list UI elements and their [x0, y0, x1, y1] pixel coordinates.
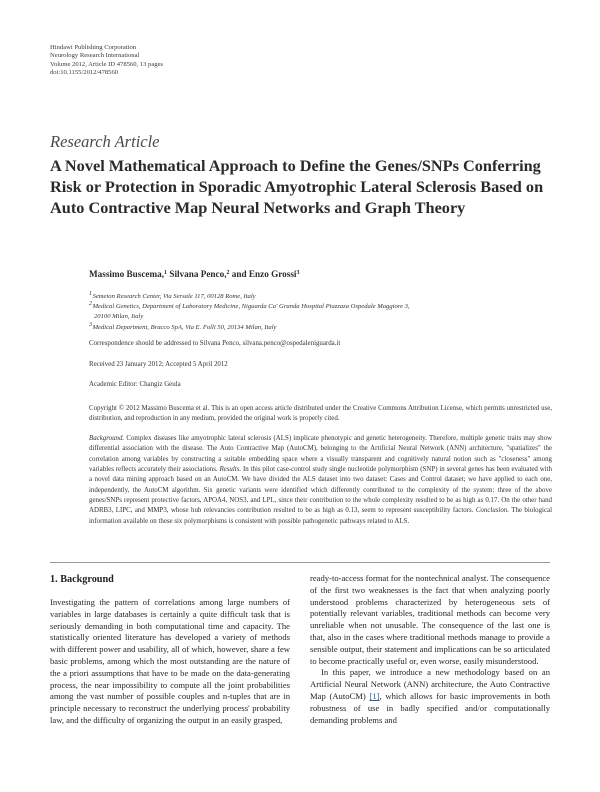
abstract-background-text: Complex diseases like amyotrophic lateral sclerosis (ALS) implicate phenotypic and genetic heterogeneity. Therefore, multiple genetic traits may show differential association with the disease. The Auto Contractive Map (AutoCM), belonging to the Artificial Neural Network (ANN) architecture, "spatializes" the correlation among variables by constructing a suitable embedding space where a visually transparent and cognitively natural notion such as "closeness" among variables reflects accurately their associations.: [89, 435, 552, 474]
body-paragraph: Investigating the pattern of correlations among large numbers of variables in large databases is certainly a quite difficult task that is seriously demanding in both computational time and capacity. The statistically oriented literature has developed a variety of methods with different power and usability, all of which, however, share a few basic problems, among which the most outstanding are the nature of the a priori assumptions that have to be made on the data-generating process, the near impossibility to compute all the joint probabilities among the vast number of possible couples and n-tuples that are in principle necessary to reconstruct the underlying process' probability law, and the difficulty of organizing the output in an easily grasped,: [50, 597, 290, 725]
author-name: and Enzo Grossi: [231, 269, 297, 279]
body-paragraph: In this paper, we introduce a new methodology based on an Artificial Neural Network (ANN) architecture, the Auto Contractive Map (AutoCM) [1], which allows for basic improvements in both robustness of use in badly specified and/or computationally demanding problems and: [310, 667, 550, 725]
affiliation-item: $^2$ Medical Genetics, Department of Laboratory Medicine, Niguarda Ca' Granda Hospital Piazzaza Ospedale Maggiore 3,: [89, 301, 410, 311]
body-paragraph: ready-to-access format for the nontechnical analyst. The consequence of the first two weaknesses is the fact that when analyzing poorly understood problems characterized by heterogeneous sets of potentially relevant variables, traditional methods can become very unreliable when not unusable. The consequence of the last one is that, also in the cases where traditional methods manage to provide a sensible output, their statement and implications can be so articulated to become practically useful or, even worse, easily misunderstood.: [310, 573, 550, 666]
publisher-name: Hindawi Publishing Corporation: [50, 44, 137, 51]
doi: doi:10.1155/2012/478560: [50, 68, 119, 76]
author-affiliation-mark: 2: [226, 270, 230, 276]
journal-name: Neurology Research International: [50, 52, 140, 60]
abstract-conclusion-text: The biological information available on these six polymorphisms is consistent with possible pathogenetic pathways related to ALS.: [89, 507, 552, 525]
paper-title: A Novel Mathematical Approach to Define the Genes/SNPs Conferring Risk or Protection in Sporadic Amyotrophic Lateral Sclerosis Based on Auto Contractive Map Neural Networks and Graph Theory: [50, 156, 544, 217]
author-list: [89, 269, 552, 279]
abstract-results-label: Results.: [219, 466, 242, 474]
author-affiliation-mark: 3: [296, 270, 300, 276]
author-name: Massimo Buscema,: [89, 269, 165, 279]
affiliations: [89, 292, 552, 333]
academic-editor: Academic Editor: Changiz Geula: [89, 381, 181, 388]
affiliation-item-continued: 20100 Milan, Italy: [94, 313, 144, 321]
author-name: Silvana Penco,: [169, 269, 227, 279]
abstract: [89, 434, 552, 527]
section-heading: 1. Background: [50, 574, 114, 585]
article-type: Research Article: [50, 132, 160, 151]
abstract-results-text: In this pilot case-control study single nucleotide polymorphism (SNP) in several genes has been evaluated with a novel data mining approach based on an AutoCM. We have divided the ALS dataset into two dataset: Cases and Control dataset; we have applied to each one, independently, the AutoCM algorithm. Six genetic variants were identified which differently contributed to the complexity of the system: three of the above genes/SNPs represent protective factors, APOA4, NOS3, and LPL, since their contribution to the whole complexity resulted to be as high as 0.17. On the other hand ADRB3, LIPC, and MMP3, whose hub relevancies contribution resulted to be as high as 0.13, seem to represent susceptibility factors.: [89, 466, 552, 515]
body-column-right: [310, 573, 550, 726]
affiliation-item: $^3$ Medical Department, Bracco SpA, Via E. Folli 50, 20134 Milan, Italy: [89, 321, 277, 331]
abstract-background-label: Background.: [89, 435, 125, 442]
copyright-notice: Copyright © 2012 Massimo Buscema et al. This is an open access article distributed under the Creative Commons Attribution License, which permits unrestricted use, distribution, and reproduction in any medium, provided the original work is properly cited.: [89, 405, 552, 423]
citation-link[interactable]: [1]: [369, 690, 380, 701]
body-column-left: [50, 573, 290, 727]
volume-info: Volume 2012, Article ID 478560, 13 pages: [50, 60, 164, 68]
correspondence: Correspondence should be addressed to Silvana Penco, silvana.penco@ospedaleniguarda.it: [89, 340, 341, 347]
author-affiliation-mark: 1: [164, 270, 168, 276]
affiliation-item: $^1$ Semeion Research Center, Via Sersale 117, 00128 Rome, Italy: [89, 291, 256, 300]
received-dates: Received 23 January 2012; Accepted 5 April 2012: [89, 361, 228, 368]
section-divider: [50, 562, 550, 563]
abstract-conclusion-label: Conclusion.: [475, 507, 509, 515]
publisher-info: [50, 44, 163, 77]
